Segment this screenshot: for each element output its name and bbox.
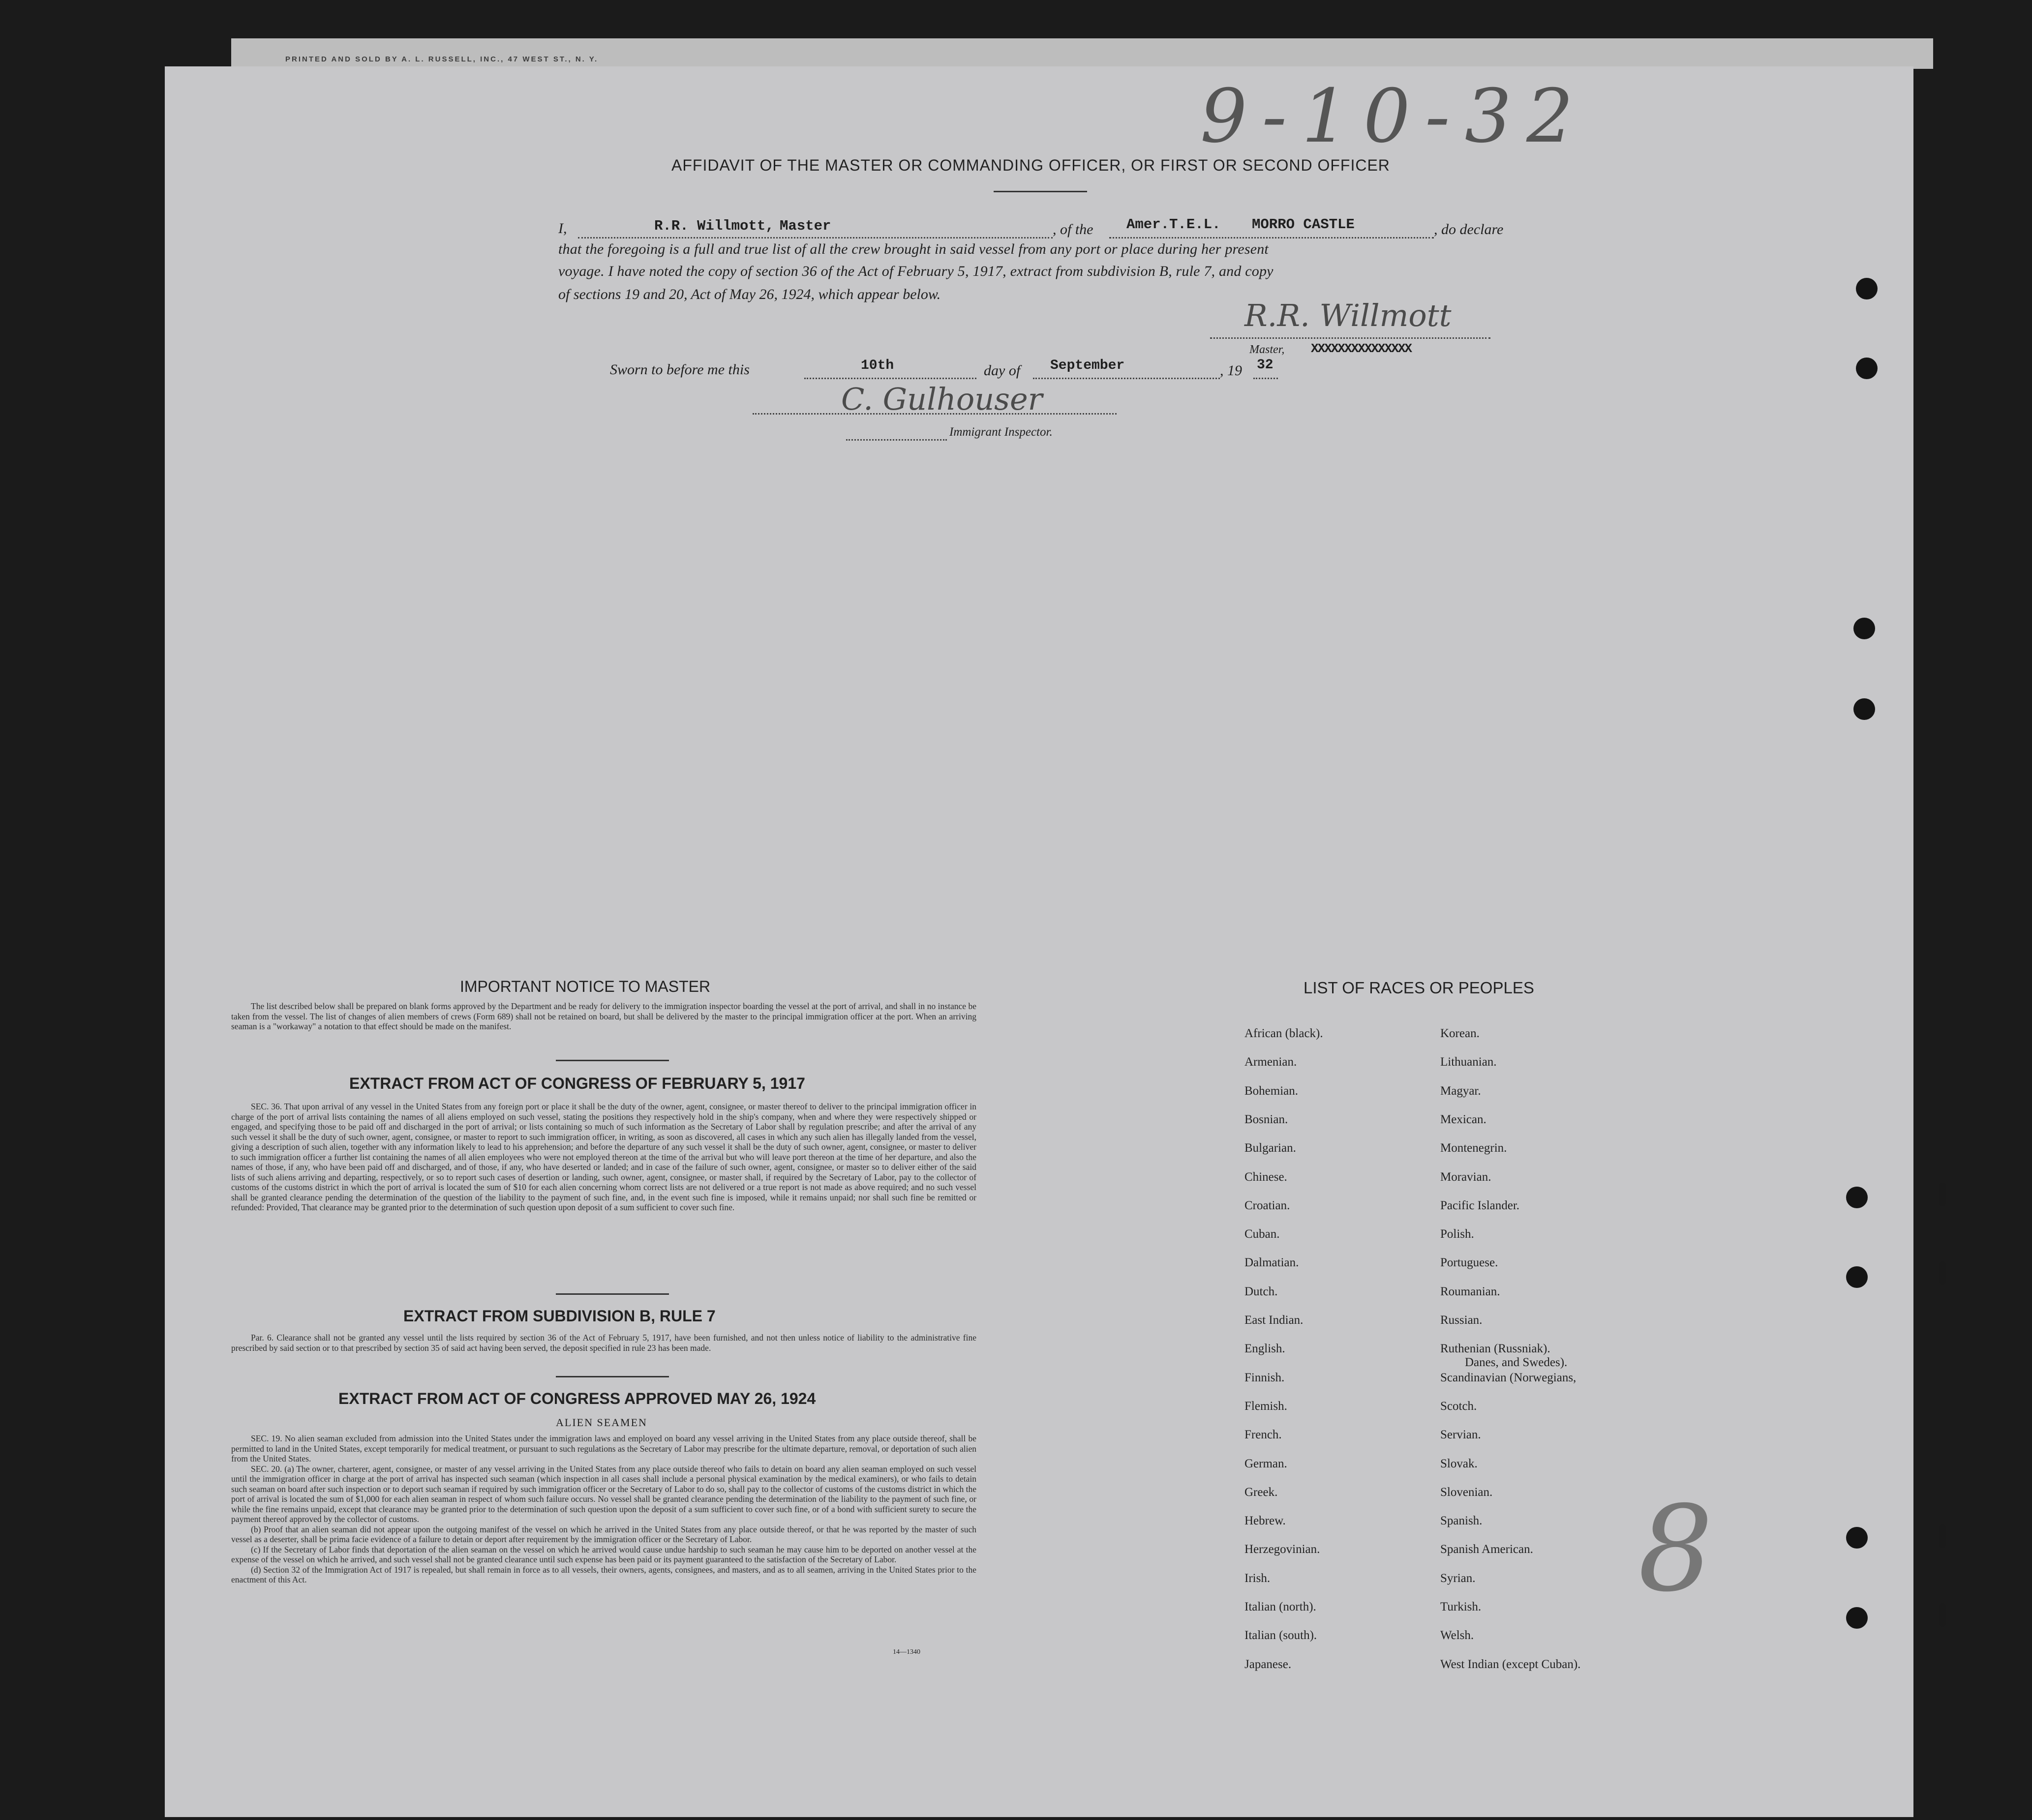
- race-item: Greek.: [1244, 1485, 1278, 1499]
- declaration-line-3: voyage. I have noted the copy of section 36 of the Act of February 5, 1917, extract from subdivision B, rule 7, and copy: [558, 263, 1274, 279]
- binder-hole: [1853, 698, 1875, 720]
- race-item: Slovak.: [1440, 1457, 1478, 1470]
- race-item: Magyar.: [1440, 1084, 1481, 1098]
- binder-hole: [1846, 1607, 1868, 1629]
- race-item: Russian.: [1440, 1313, 1483, 1327]
- race-item: Bulgarian.: [1244, 1141, 1296, 1155]
- race-item: Croatian.: [1244, 1198, 1290, 1212]
- handwritten-mark: 8: [1638, 1480, 1713, 1618]
- edge-notch: [1939, 1524, 1946, 1548]
- binder-hole: [1853, 618, 1875, 639]
- sworn-prefix: Sworn to before me this: [610, 361, 750, 378]
- sworn-day: 10th: [861, 358, 894, 373]
- struck-text: XXXXXXXXXXXXXXX: [1311, 341, 1412, 356]
- race-item: Moravian.: [1440, 1170, 1491, 1184]
- race-item: Italian (north).: [1244, 1600, 1316, 1613]
- act1924-para: SEC. 19. No alien seaman excluded from admission into the United States under the immigration laws and employed on board any vessel arriving in the United States from any place outside thereof, shall be permitted to land in the United States, except temporarily for medical treatment, or pursuant to such regulations as the Secretary of Labor may prescribe for the ultimate departure, removal, or deportation of such alien from the United States.: [231, 1433, 976, 1463]
- act1917-heading: EXTRACT FROM ACT OF CONGRESS OF FEBRUARY 5, 1917: [349, 1074, 805, 1092]
- race-item: German.: [1244, 1457, 1287, 1470]
- race-item: Portuguese.: [1440, 1256, 1498, 1270]
- race-item: Welsh.: [1440, 1629, 1474, 1642]
- printer-imprint: PRINTED AND SOLD BY A. L. RUSSELL, INC., 47 WEST ST., N. Y.: [285, 55, 599, 63]
- race-item: Japanese.: [1244, 1657, 1292, 1671]
- act1924-para: (b) Proof that an alien seaman did not appear upon the outgoing manifest of the vessel on which he arrived in the United States from any place outside thereof, or that he was reported by the master of such vessel as a deserter, shall be prima facie evidence of a failure to detain or deport after requirement by the immigration officer or the Secretary of Labor.: [231, 1524, 976, 1544]
- divider-1: [556, 1060, 669, 1061]
- race-item: Flemish.: [1244, 1399, 1287, 1413]
- race-item: Korean.: [1440, 1027, 1480, 1040]
- declaration-line-2: that the foregoing is a full and true list of all the crew brought in said vessel from any port or place during her present: [558, 241, 1269, 257]
- inspector-signature-line: [753, 393, 1117, 415]
- race-item: East Indian.: [1244, 1313, 1304, 1327]
- form-number: 14—1340: [893, 1648, 920, 1656]
- binder-hole: [1856, 358, 1878, 379]
- inspector-caption-line: [846, 420, 947, 441]
- decl-do-declare: , do declare: [1434, 221, 1504, 238]
- race-item: Scandinavian (Norwegians,: [1440, 1371, 1577, 1384]
- race-item: Lithuanian.: [1440, 1055, 1497, 1069]
- declaration-line-4: of sections 19 and 20, Act of May 26, 1924, which appear below.: [558, 286, 941, 302]
- race-item: Mexican.: [1440, 1112, 1486, 1126]
- binder-hole: [1856, 278, 1878, 299]
- race-item: Servian.: [1440, 1428, 1481, 1442]
- race-item: Turkish.: [1440, 1600, 1482, 1613]
- master-signature: R.R. Willmott: [1244, 298, 1452, 333]
- race-item: Polish.: [1440, 1227, 1474, 1241]
- race-item: West Indian (except Cuban).: [1440, 1657, 1581, 1671]
- race-item: Chinese.: [1244, 1170, 1287, 1184]
- race-item: Hebrew.: [1244, 1514, 1286, 1528]
- race-item: Dalmatian.: [1244, 1256, 1299, 1270]
- race-item: Roumanian.: [1440, 1284, 1500, 1298]
- affidavit-title: AFFIDAVIT OF THE MASTER OR COMMANDING OFFICER, OR FIRST OR SECOND OFFICER: [671, 156, 1390, 174]
- race-item: Syrian.: [1440, 1571, 1476, 1585]
- act1917-text: SEC. 36. That upon arrival of any vessel in the United States from any foreign port or place it shall be the duty of the owner, agent, consignee, or master thereof to deliver to the principal immigration officer in charge of the port of arrival lists containing the names of all aliens employed on such vessel, stating the positions they respectively hold in the ship's company, when and where they were respectively shipped or engaged, and specifying those to be paid off and discharged in the port of arrival; or lists containing so much of such information as the Secretary of Labor shall by regulation prescribe; and after the arrival of any such vessel it shall be the duty of such owner, agent, consignee, or master to report to such immigration officer, in writing, as soon as discovered, all cases in which any such alien has illegally landed from the vessel, giving a description of such alien, together with any information likely to lead to his apprehension; and before the departure of any such vessel it shall be the duty of such owner, agent, consignee, or master to deliver to such immigration officer a further list containing the names of all alien employees who were not employed thereon at the time of the arrival but who will leave port thereon at the time of her departure, and also the names of those, if any, who have been paid off and discharged, and of those, if any, who have deserted or landed; and in case of the failure of such owner, agent, consignee, or master so to deliver either of the said lists of such aliens arriving and departing, respectively, or so to report such cases of desertion or landing, such owner, agent, consignee, or master shall, if required by the Secretary of Labor, pay to the collector of customs of the customs district in which the port of arrival is located the sum of $10 for each alien concerning whom correct lists are not delivered or a true report is not made as above required; and no such vessel shall be granted clearance pending the determination of the question of the liability to the payment of such fine, and, in the event such fine is imposed, while it remains unpaid; nor shall such fine be remitted or refunded: Provided, That clearance may be granted prior to the determination of such question upon deposit of a sum sufficient to cover such fine.: [231, 1102, 976, 1212]
- race-item: Ruthenian (Russniak).: [1440, 1342, 1550, 1356]
- binder-hole: [1846, 1527, 1868, 1549]
- handwritten-date: 9-10-32: [1200, 74, 1588, 159]
- notice-heading: IMPORTANT NOTICE TO MASTER: [460, 978, 711, 995]
- decl-i: I,: [558, 220, 567, 237]
- ship-name: MORRO CASTLE: [1252, 216, 1355, 233]
- race-item: Italian (south).: [1244, 1629, 1317, 1642]
- binder-hole: [1846, 1266, 1868, 1288]
- decl-of-the: , of the: [1053, 221, 1093, 238]
- race-item: Spanish.: [1440, 1514, 1483, 1528]
- binder-hole: [1846, 1187, 1868, 1208]
- top-paper-strip: [231, 38, 1933, 69]
- act1924-para: (c) If the Secretary of Labor finds that deportation of the alien seaman on the vessel on which he arrived would cause undue hardship to such seaman he may cause him to be deported on another vessel at the expense of the vessel on which he arrived, and such vessel shall not be granted clearance until such expense has been paid or its payment guaranteed to the satisfaction of the Secretary of Labor.: [231, 1544, 976, 1564]
- master-caption: Master,: [1249, 343, 1285, 356]
- race-item: Slovenian.: [1440, 1485, 1493, 1499]
- sworn-century: , 19: [1220, 362, 1242, 379]
- vessel-line: Amer.T.E.L.: [1126, 216, 1221, 233]
- race-item: Dutch.: [1244, 1284, 1278, 1298]
- inspector-caption: Immigrant Inspector.: [949, 425, 1053, 439]
- master-name: R.R. Willmott,: [654, 218, 774, 234]
- sworn-month: September: [1050, 358, 1125, 373]
- race-item: Cuban.: [1244, 1227, 1280, 1241]
- act1924-subheading: ALIEN SEAMEN: [556, 1416, 647, 1429]
- sworn-day-of: day of: [984, 362, 1021, 379]
- act1924-heading: EXTRACT FROM ACT OF CONGRESS APPROVED MAY 26, 1924: [338, 1390, 816, 1407]
- divider-3: [556, 1376, 669, 1377]
- race-item: Scotch.: [1440, 1399, 1477, 1413]
- sworn-year: 32: [1257, 358, 1274, 373]
- master-signature-line: [1210, 320, 1490, 339]
- race-item: English.: [1244, 1342, 1285, 1356]
- edge-notch: [1939, 1603, 1946, 1627]
- divider-2: [556, 1293, 669, 1295]
- title-underline: [994, 191, 1087, 192]
- race-item: Armenian.: [1244, 1055, 1297, 1069]
- race-item: Pacific Islander.: [1440, 1198, 1520, 1212]
- edge-notch: [1939, 1183, 1946, 1206]
- race-item: Bosnian.: [1244, 1112, 1288, 1126]
- edge-notch: [1939, 1261, 1946, 1285]
- race-item: Montenegrin.: [1440, 1141, 1507, 1155]
- rule7-text: Par. 6. Clearance shall not be granted any vessel until the lists required by section 36 of the Act of February 5, 1917, have been furnished, and not then unless notice of liability to the administrative fine prescribed by said section or to that prescribed by section 35 of said act having been served, the deposit specified in rule 23 has been made.: [231, 1333, 976, 1353]
- race-item: African (black).: [1244, 1027, 1323, 1040]
- notice-text: The list described below shall be prepared on blank forms approved by the Department and be ready for delivery to the immigration inspector boarding the vessel at the port of arrival, and shall in no instance be taken from the vessel. The list of changes of alien members of crews (Form 689) shall not be retained on board, but shall be delivered by the master to the principal immigration officer at the port. When an arriving seaman is a "workaway" a notation to that effect should be made on the manifest.: [231, 1001, 976, 1031]
- rule7-heading: EXTRACT FROM SUBDIVISION B, RULE 7: [403, 1307, 716, 1325]
- race-item: Herzegovinian.: [1244, 1543, 1320, 1556]
- races-heading: LIST OF RACES OR PEOPLES: [1304, 979, 1534, 997]
- inspector-signature: C. Gulhouser: [841, 381, 1043, 417]
- race-item: Spanish American.: [1440, 1543, 1533, 1556]
- master-rank: Master: [780, 218, 831, 234]
- race-item: Bohemian.: [1244, 1084, 1299, 1098]
- race-item: French.: [1244, 1428, 1282, 1442]
- race-item: Danes, and Swedes).: [1465, 1356, 1568, 1370]
- race-item: Finnish.: [1244, 1371, 1285, 1384]
- act1924-para: (d) Section 32 of the Immigration Act of 1917 is repealed, but shall remain in force as to all vessels, their owners, agents, consignees, and masters, and as to all seamen, arriving in the United States prior to the enactment of this Act.: [231, 1564, 976, 1584]
- act1924-para: SEC. 20. (a) The owner, charterer, agent, consignee, or master of any vessel arriving in the United States from any place outside thereof who fails to detain on board any alien seaman employed on such vessel until the immigration officer in charge at the port of arrival has inspected such seaman (which inspection in all cases shall include a personal physical examination by the medical examiners), or who fails to detain such seaman on board after such inspection or to deport such seaman if required by such immigration officer or the Secretary of Labor to do so, shall pay to the collector of customs of the customs district in which the port of arrival is located the sum of $1,000 for each alien seaman in respect of whom such failure occurs. No vessel shall be granted clearance pending the determination of the liability to the payment of such fine, or while the fine remains unpaid, except that clearance may be granted prior to the determination of such question upon the deposit of a sum sufficient to cover such fine, or of a bond with sufficient surety to secure the payment thereof approved by the collector of customs.: [231, 1463, 976, 1524]
- race-item: Irish.: [1244, 1571, 1271, 1585]
- act1924-text: [231, 1433, 976, 1585]
